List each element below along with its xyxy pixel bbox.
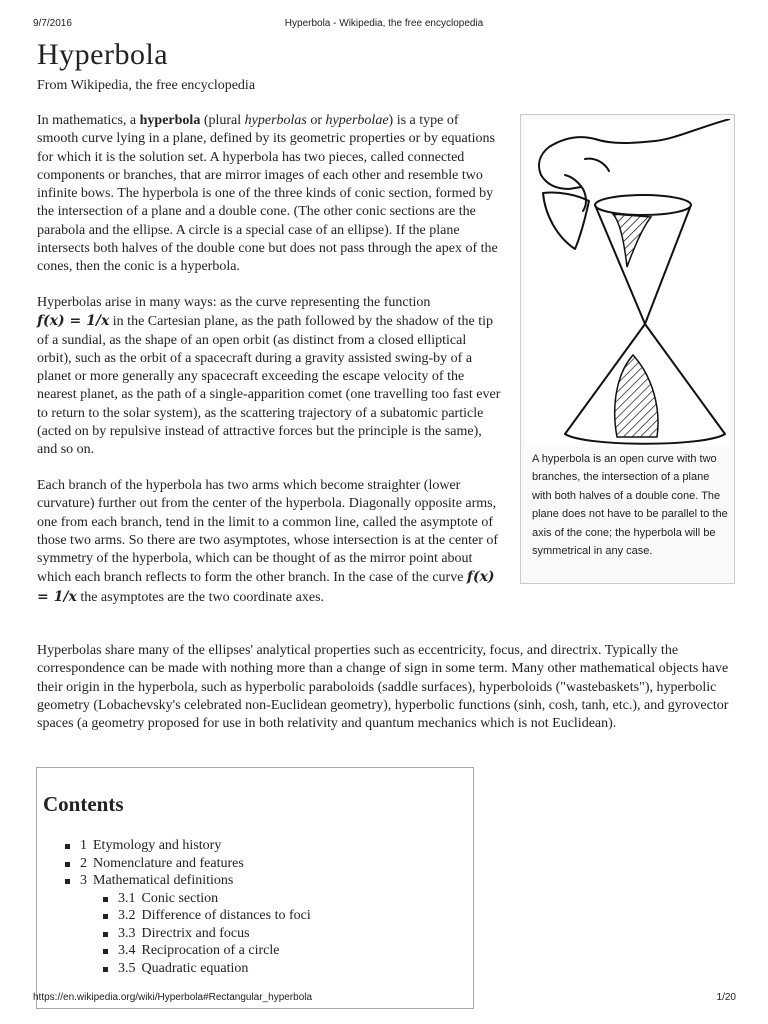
thumb-outline — [585, 159, 609, 171]
hand-outline — [539, 119, 730, 189]
bullet-icon — [65, 862, 70, 867]
math-formula: f(x) = 1/x — [37, 313, 110, 330]
lower-hyperbola-branch — [615, 355, 658, 437]
toc-subitem[interactable]: 3.3 Directrix and focus — [118, 925, 311, 943]
bullet-icon — [103, 932, 108, 937]
toc-sublist — [118, 890, 311, 978]
page-title: Hyperbola — [37, 38, 169, 71]
toc-subitem[interactable]: 3.2 Difference of distances to foci — [118, 907, 311, 925]
upper-cone-rim — [595, 195, 691, 215]
toc-subitem[interactable]: 3.1 Conic section — [118, 890, 311, 908]
paragraph-properties: Hyperbolas share many of the ellipses' analytical properties such as eccentricity, focus, and directrix. Typically the correspondence can be made with nothing more than a change of sign in some term. Many other mathematical objects have their origin in the hyperbola, such as hyperbolic paraboloids (saddle surfaces), hyperboloids ("wastebaskets"), hyperbolic geometry (Lobachevsky's celebrated non-Euclidean geometry), hyperbolic functions (sinh, cosh, tanh, etc.), and gyrovector spaces (a geometry proposed for use in both relativity and quantum mechanics which is not Euclidean). — [37, 643, 729, 732]
paragraph-branches: Each branch of the hyperbola has two arms which become straighter (lower curvature) further out from the center of the hyperbola. Diagonally opposite arms, one from each branch, tend in the limit to a common line, called the asymptote of those two arms. So there are two asymptotes, whose intersection is at the center of symmetry of the hyperbola, which can be thought of as the mirror point about which each branch reflects to form the other branch. In the case of the curve f(x) = 1/x the asymptotes are the two coordinate axes. — [37, 478, 499, 605]
toc-item[interactable]: 1 Etymology and history — [80, 837, 244, 855]
print-footer — [0, 992, 768, 1006]
paragraph-arise: Hyperbolas arise in many ways: as the curve representing the function f(x) = 1/x in the Cartesian plane, as the path followed by the shadow of the tip of a sundial, as the shape of an open orbit (as distinct from a closed elliptical orbit), such as the orbit of a spacecraft during a gravity assisted swing-by of a planet or more generally any spacecraft exceeding the escape velocity of the nearest planet, as the path of a single-apparition comet (one travelling too fast ever to return to the solar system), as the scattering trajectory of a subatomic particle (acted on by repulsive instead of attractive forces but the principle is the same), and so on. — [37, 295, 501, 458]
toc-subitem[interactable]: 3.4 Reciprocation of a circle — [118, 942, 311, 960]
cut-cone-piece — [543, 192, 589, 249]
cone-drawing — [525, 119, 730, 447]
page-url: https://en.wikipedia.org/wiki/Hyperbola#Rectangular_hyperbola — [33, 992, 313, 1003]
bullet-icon — [65, 879, 70, 884]
print-date: 9/7/2016 — [33, 18, 72, 29]
page-number: 1/20 — [716, 992, 736, 1003]
intro-paragraph: In mathematics, a hyperbola (plural hyperbolas or hyperbolae) is a type of smooth curve lying in a plane, defined by its geometric properties or by equations for which it is the solution set. A hyperbola has two pieces, called connected components or branches, that are mirror images of each other and resemble two infinite bows. The hyperbola is one of the three kinds of conic section, formed by the intersection of a plane and a double cone. (The other conic sections are the parabola and the ellipse. A circle is a special case of an ellipse). If the plane intersects both halves of the double cone but does not pass through the apex of the cones, then the conic is a hyperbola. — [37, 113, 498, 275]
bullet-icon — [103, 967, 108, 972]
bullet-icon — [103, 949, 108, 954]
toc-subitem[interactable]: 3.5 Quadratic equation — [118, 960, 311, 978]
bullet-icon — [65, 844, 70, 849]
toc-list — [80, 837, 244, 890]
print-title: Hyperbola - Wikipedia, the free encyclopedia — [284, 18, 484, 29]
math-formula: f(x) = 1/x — [37, 569, 495, 605]
print-header — [0, 14, 768, 28]
double-cone-illustration[interactable] — [525, 119, 730, 447]
table-of-contents — [36, 767, 474, 1009]
figure-caption: A hyperbola is an open curve with two branches, the intersection of a plane with both halves of a double cone. The plane does not have to be parallel to the axis of the cone; the hyperbola will be symmetrical in any case. — [532, 453, 728, 558]
toc-item[interactable]: 2 Nomenclature and features — [80, 855, 244, 873]
finger — [565, 175, 586, 211]
bullet-icon — [103, 897, 108, 902]
term-hyperbola: hyperbola — [139, 113, 201, 128]
bullet-icon — [103, 914, 108, 919]
upper-cone-right — [645, 205, 691, 324]
figure-box — [520, 114, 735, 584]
toc-item[interactable]: 3 Mathematical definitions — [80, 872, 244, 890]
page-subtitle: From Wikipedia, the free encyclopedia — [37, 78, 256, 93]
toc-title: Contents — [43, 792, 124, 816]
